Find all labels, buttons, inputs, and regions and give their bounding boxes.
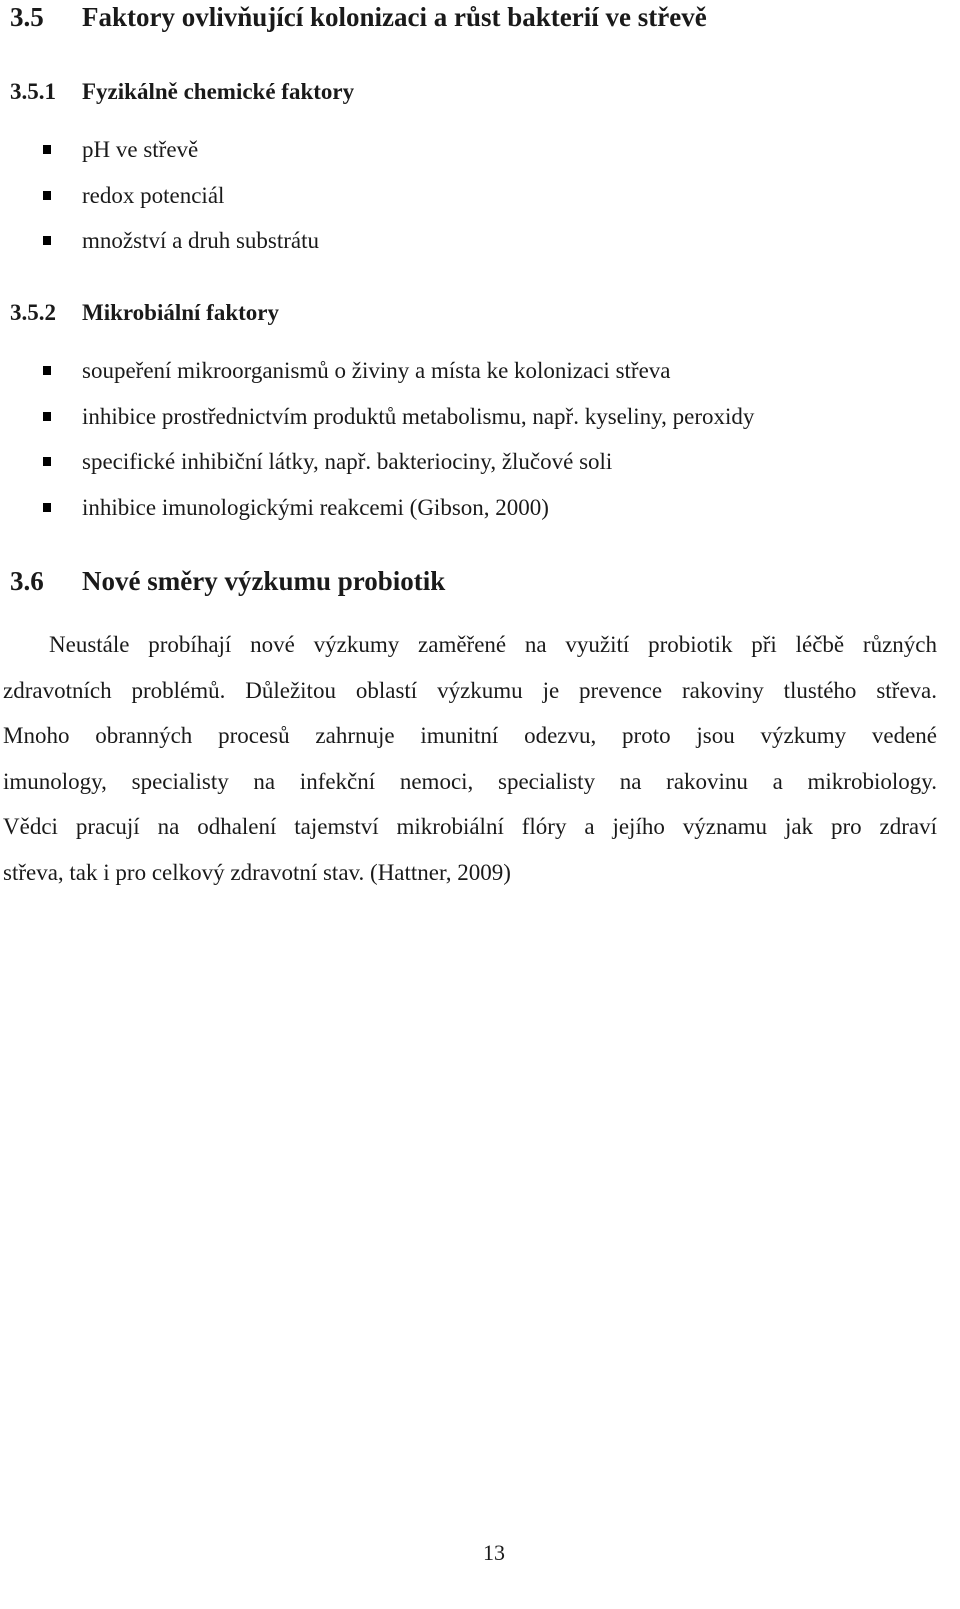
page-number: 13	[483, 1540, 505, 1565]
paragraph-line: Neustále probíhají nové výzkumy zaměřené na využití probiotik při léčbě různých	[49, 632, 937, 657]
square-bullet-icon	[43, 457, 51, 466]
square-bullet-icon	[43, 503, 51, 512]
paragraph-line: Mnoho obranných procesů zahrnuje imunitní odezvu, proto jsou výzkumy vedené	[3, 723, 937, 748]
heading-3-5-2	[10, 298, 279, 328]
body-paragraph	[3, 622, 937, 895]
heading-title: Faktory ovlivňující kolonizaci a růst bakterií ve střevě	[82, 2, 707, 32]
square-bullet-icon	[43, 191, 51, 200]
heading-title: Mikrobiální faktory	[82, 300, 280, 325]
heading-title: Fyzikálně chemické faktory	[82, 79, 355, 104]
heading-number: 3.5	[10, 2, 44, 32]
paragraph-line: zdravotních problémů. Důležitou oblastí výzkumu je prevence rakoviny tlustého střeva.	[3, 677, 937, 703]
square-bullet-icon	[43, 236, 51, 245]
heading-number: 3.5.1	[10, 79, 56, 104]
square-bullet-icon	[43, 366, 51, 375]
heading-number: 3.6	[10, 566, 44, 596]
paragraph-line: imunology, specialisty na infekční nemoci, specialisty na rakovinu a mikrobiology.	[3, 768, 937, 794]
square-bullet-icon	[43, 145, 51, 154]
heading-number: 3.5.2	[10, 300, 56, 325]
heading-3-6	[10, 564, 445, 598]
document-page: 3.5 Faktory ovlivňující kolonizaci a růst bakterií ve střevě 3.5.1 Fyzikálně chemické faktory pH ve střevě redox potenciál množství a druh substrátu 3.5.2 Mikrobiální faktory soupeření mikroorganismů o živiny a místa ke kolonizaci střeva inhibice prostřednictvím produktů metabolismu, např. kyseliny, peroxidy specifické inhibiční látky, např. bakteriociny, žlučové soli inhibice imunologickými reakcemi (Gibson, 2000) 3.6 Nové směry výzkumu probiotik Neustále probíhají nové výzkumy zaměřené na využití probiotik při léčbě různých zdravotních problémů. Důležitou oblastí výzkumu je prevence rakoviny tlustého střeva. Mnoho obranných procesů zahrnuje imunitní odezvu, proto jsou výzkumy vedené imunology, specialisty na infekční nemoci, specialisty na rakovinu a mikrobiology. Vědci pracují na odhalení tajemství mikrobiální flóry a jejího významu jak pro zdraví střeva, tak i pro celkový zdravotní stav. (Hattner, 2009) 13	[0, 0, 960, 1609]
heading-title: Nové směry výzkumu probiotik	[82, 566, 446, 596]
heading-3-5	[10, 0, 707, 34]
paragraph-line: střeva, tak i pro celkový zdravotní stav. (Hattner, 2009)	[3, 859, 511, 885]
paragraph-line: Vědci pracují na odhalení tajemství mikrobiální flóry a jejího významu jak pro zdraví	[3, 814, 937, 839]
heading-3-5-1	[10, 77, 354, 107]
square-bullet-icon	[43, 412, 51, 421]
